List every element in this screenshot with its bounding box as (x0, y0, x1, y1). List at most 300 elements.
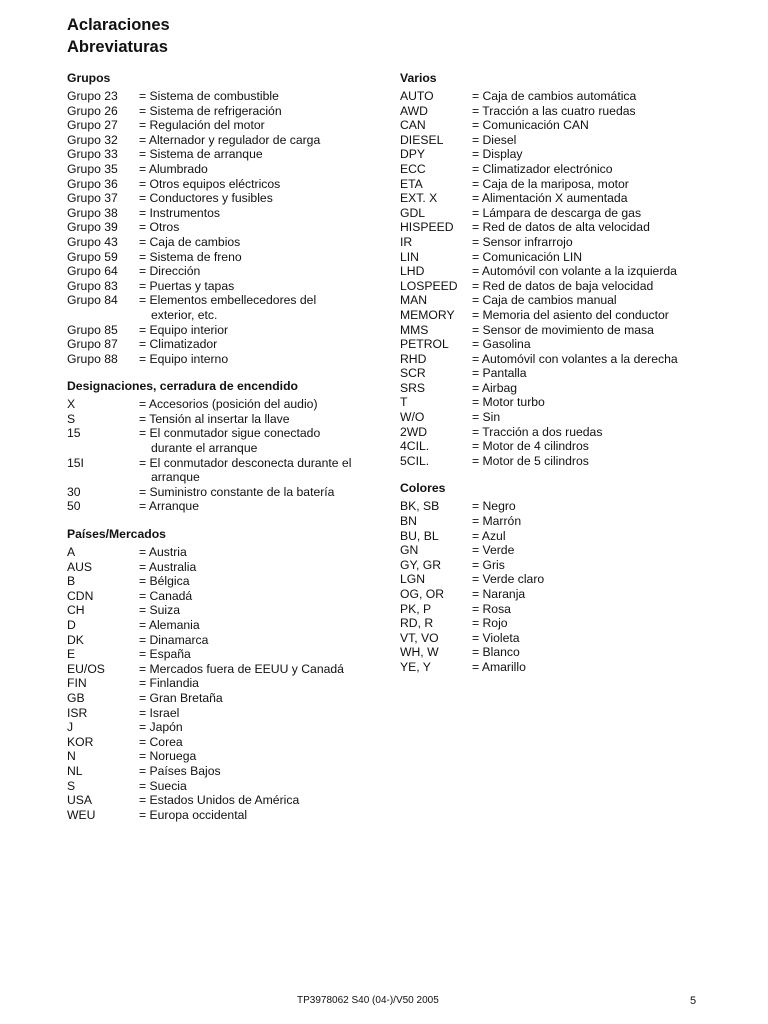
left-column (67, 71, 377, 835)
abbreviation-meaning-text: = Israel (139, 705, 180, 720)
abbreviation-meaning-text: = Austria (139, 545, 187, 560)
abbreviation-row (67, 676, 377, 691)
abbreviation-meaning (139, 89, 377, 104)
abbreviation-meaning (139, 676, 377, 691)
abbreviation-row (67, 89, 377, 104)
abbreviation-meaning (472, 410, 730, 425)
abbreviation-meaning-text: = Diesel (472, 132, 517, 147)
abbreviation-meaning-text: = Azul (472, 528, 506, 543)
abbreviation-meaning-text: = Sistema de combustible (139, 89, 279, 103)
abbreviation-code: Grupo 64 (67, 264, 118, 279)
abbreviation-meaning-text: = Climatizador (139, 337, 218, 352)
abbreviation-row (400, 191, 730, 206)
abbreviation-meaning (472, 235, 730, 250)
abbreviation-meaning-text: = Comunicación CAN (472, 118, 589, 133)
abbreviation-meaning (139, 662, 377, 677)
abbreviation-code: J (67, 720, 74, 735)
abbreviation-code: 30 (67, 484, 81, 499)
abbreviation-meaning (139, 426, 377, 455)
abbreviation-meaning (139, 764, 377, 779)
abbreviation-meaning (139, 574, 377, 589)
abbreviation-row (400, 616, 730, 631)
abbreviation-meaning (472, 337, 730, 352)
abbreviation-meaning-text: = Otros (139, 220, 180, 235)
abbreviation-row (67, 706, 377, 721)
abbreviation-meaning (472, 250, 730, 265)
abbreviation-meaning (139, 250, 377, 265)
abbreviation-meaning (472, 645, 730, 660)
section-title-grupos: Grupos (67, 71, 111, 85)
abbreviation-meaning (139, 397, 377, 412)
abbreviation-meaning-text: = Finlandia (139, 676, 199, 691)
abbreviation-meaning (472, 206, 730, 221)
abbreviation-code: LOSPEED (400, 278, 458, 293)
abbreviation-meaning (472, 279, 730, 294)
abbreviation-code: PETROL (400, 337, 449, 352)
abbreviation-row (67, 603, 377, 618)
abbreviation-meaning (139, 337, 377, 352)
abbreviation-code: KOR (67, 734, 94, 749)
abbreviation-row (400, 352, 730, 367)
abbreviation-code: EU/OS (67, 661, 105, 676)
abbreviation-code: X (67, 397, 76, 412)
abbreviation-code: WEU (67, 807, 96, 822)
abbreviation-code: ECC (400, 161, 426, 176)
abbreviation-code: AWD (400, 103, 428, 118)
abbreviation-row (67, 779, 377, 794)
section-varios (400, 71, 730, 468)
abbreviation-code: USA (67, 793, 93, 808)
abbreviation-meaning (139, 560, 377, 575)
abbreviation-meaning-text: = Motor de 5 cilindros (472, 453, 589, 468)
abbreviation-meaning-text: = Caja de cambios manual (472, 293, 617, 308)
document-reference: TP3978062 S40 (04-)/V50 2005 (297, 995, 439, 1006)
abbreviation-row (400, 395, 730, 410)
abbreviation-meaning-text: = Memoria del asiento del conductor (472, 307, 669, 322)
abbreviation-row (400, 499, 730, 514)
abbreviation-code: Grupo 26 (67, 103, 118, 118)
abbreviation-row (400, 439, 730, 454)
abbreviation-meaning (472, 602, 730, 617)
abbreviation-meaning-text: = El conmutador sigue conectado (139, 426, 321, 441)
abbreviation-row (67, 647, 377, 662)
abbreviation-meaning-text: = Red de datos de baja velocidad (472, 278, 654, 293)
abbreviation-meaning (472, 381, 730, 396)
abbreviation-meaning (472, 587, 730, 602)
abbreviation-code: 15I (67, 455, 84, 470)
abbreviation-meaning (139, 293, 377, 322)
abbreviation-code: DPY (400, 147, 426, 162)
abbreviation-code: 4CIL. (400, 439, 430, 454)
abbreviation-code: B (67, 574, 76, 589)
abbreviation-meaning-text: = Accesorios (posición del audio) (139, 397, 318, 412)
abbreviation-row (67, 147, 377, 162)
abbreviation-code: Grupo 36 (67, 176, 118, 191)
abbreviation-row (400, 206, 730, 221)
abbreviation-meaning (472, 543, 730, 558)
abbreviation-code: SRS (400, 380, 426, 395)
abbreviation-code: BK, SB (400, 499, 440, 514)
abbreviation-row (400, 264, 730, 279)
abbreviation-meaning-text: = Dinamarca (139, 632, 209, 647)
abbreviation-code: RHD (400, 351, 427, 366)
abbreviation-code: LHD (400, 264, 425, 279)
abbreviation-code: W/O (400, 410, 425, 425)
abbreviation-code: Grupo 39 (67, 220, 118, 235)
abbreviation-meaning (472, 133, 730, 148)
abbreviation-meaning (472, 177, 730, 192)
abbreviation-row (400, 660, 730, 675)
abbreviation-code: LIN (400, 249, 419, 264)
abbreviation-code: S (67, 778, 76, 793)
abbreviation-code: ISR (67, 705, 88, 720)
abbreviation-code: CDN (67, 588, 94, 603)
abbreviation-row (67, 412, 377, 427)
abbreviation-code: BN (400, 514, 417, 529)
abbreviation-meaning (139, 191, 377, 206)
abbreviation-meaning (472, 572, 730, 587)
abbreviation-row (67, 162, 377, 177)
abbreviation-meaning (139, 706, 377, 721)
abbreviation-meaning (139, 206, 377, 221)
abbreviation-row (67, 279, 377, 294)
abbreviation-row (400, 645, 730, 660)
abbreviation-code: 2WD (400, 424, 428, 439)
abbreviation-meaning (139, 177, 377, 192)
abbreviation-meaning-text: = Alemania (139, 618, 200, 632)
abbreviation-row (400, 323, 730, 338)
abbreviation-row (400, 381, 730, 396)
abbreviation-meaning (472, 660, 730, 675)
abbreviation-code: S (67, 411, 76, 426)
abbreviation-meaning-text: = Conductores y fusibles (139, 191, 273, 206)
abbreviation-code: Grupo 32 (67, 132, 118, 147)
abbreviation-row (67, 352, 377, 367)
abbreviation-row (400, 602, 730, 617)
abbreviation-row (67, 426, 377, 455)
abbreviation-row (67, 560, 377, 575)
abbreviation-meaning (139, 749, 377, 764)
abbreviation-row (67, 118, 377, 133)
abbreviation-row (67, 456, 377, 485)
abbreviation-meaning-text: = Blanco (472, 645, 520, 660)
abbreviation-row (67, 499, 377, 514)
abbreviation-meaning-text: = Equipo interior (139, 322, 229, 337)
abbreviation-meaning-text: = Sensor infrarrojo (472, 234, 573, 249)
abbreviation-meaning-text: = Sin (472, 410, 501, 425)
abbreviation-row (67, 808, 377, 823)
abbreviation-meaning (139, 235, 377, 250)
abbreviation-row (67, 206, 377, 221)
abbreviation-meaning (472, 616, 730, 631)
abbreviation-row (67, 293, 377, 322)
abbreviation-meaning-text: = Suiza (139, 603, 180, 618)
abbreviation-code: D (67, 618, 76, 632)
abbreviation-row (67, 323, 377, 338)
abbreviation-code: BU, BL (400, 528, 439, 543)
section-colores (400, 481, 730, 674)
abbreviation-meaning (139, 720, 377, 735)
abbreviation-meaning-text: = Dirección (139, 264, 201, 279)
abbreviation-row (400, 162, 730, 177)
abbreviation-row (67, 691, 377, 706)
abbreviation-code: DK (67, 632, 84, 647)
page-title: Aclaraciones (67, 16, 170, 34)
abbreviation-code: Grupo 59 (67, 249, 118, 264)
abbreviation-row (67, 633, 377, 648)
abbreviation-code: IR (400, 234, 413, 249)
abbreviation-code: WH, W (400, 645, 439, 660)
abbreviation-row (400, 250, 730, 265)
abbreviation-meaning-text: = Australia (139, 559, 197, 574)
abbreviation-code: AUS (67, 559, 93, 574)
abbreviation-row (400, 308, 730, 323)
abbreviation-meaning (472, 631, 730, 646)
abbreviation-row (67, 133, 377, 148)
abbreviation-code: Grupo 38 (67, 205, 118, 220)
abbreviation-meaning (139, 735, 377, 750)
abbreviation-row (67, 397, 377, 412)
abbreviation-row (400, 558, 730, 573)
section-designaciones (67, 379, 377, 514)
abbreviation-code: Grupo 43 (67, 234, 118, 249)
abbreviation-meaning (472, 147, 730, 162)
abbreviation-code: SCR (400, 366, 426, 381)
abbreviation-meaning (472, 395, 730, 410)
abbreviation-meaning-text: = Instrumentos (139, 205, 220, 220)
abbreviation-meaning (139, 133, 377, 148)
abbreviation-code: OG, OR (400, 587, 445, 601)
abbreviation-meaning-text: = Corea (139, 734, 183, 749)
abbreviation-row (67, 574, 377, 589)
abbreviation-meaning-text: = Bélgica (139, 574, 190, 589)
abbreviation-code: A (67, 545, 76, 560)
abbreviation-meaning (139, 279, 377, 294)
abbreviation-row (400, 337, 730, 352)
abbreviation-row (67, 177, 377, 192)
abbreviation-meaning-text: = Violeta (472, 630, 520, 645)
abbreviation-meaning (472, 499, 730, 514)
abbreviation-meaning-text: = Verde (472, 543, 515, 558)
abbreviation-meaning-text: = Alternador y regulador de carga (139, 132, 321, 147)
abbreviation-meaning (472, 264, 730, 279)
abbreviation-meaning-text: = Comunicación LIN (472, 249, 583, 264)
section-title-paises: Países/Mercados (67, 527, 166, 542)
abbreviation-row (67, 250, 377, 265)
abbreviation-meaning (472, 529, 730, 544)
abbreviation-row (400, 293, 730, 308)
abbreviation-meaning (139, 545, 377, 560)
abbreviation-row (67, 662, 377, 677)
abbreviation-meaning-text: = Sistema de refrigeración (139, 103, 282, 118)
abbreviation-code: MEMORY (400, 307, 455, 322)
abbreviation-code: NL (67, 763, 83, 778)
abbreviation-meaning-text: = Display (472, 147, 523, 162)
abbreviation-meaning-text: = Tracción a dos ruedas (472, 424, 603, 439)
abbreviation-row (67, 735, 377, 750)
abbreviation-meaning-text: = Automóvil con volantes a la derecha (472, 351, 678, 366)
abbreviation-meaning-text: = España (139, 647, 191, 662)
section-grupos (67, 71, 377, 366)
abbreviation-meaning (472, 220, 730, 235)
abbreviation-meaning (139, 603, 377, 618)
abbreviation-meaning-text: = Automóvil con volante a la izquierda (472, 264, 677, 279)
abbreviation-meaning (139, 456, 377, 485)
abbreviation-code: Grupo 37 (67, 191, 118, 206)
section-paises (67, 527, 377, 822)
abbreviation-row (67, 220, 377, 235)
abbreviation-meaning-text: = Airbag (472, 380, 518, 395)
abbreviation-code: RD, R (400, 616, 434, 631)
abbreviation-meaning-text: = Noruega (139, 749, 197, 764)
abbreviation-row (400, 410, 730, 425)
abbreviation-meaning (472, 558, 730, 573)
abbreviation-meaning-continuation: arranque (151, 470, 200, 485)
abbreviation-meaning-continuation: durante el arranque (151, 441, 258, 456)
abbreviation-meaning-text: = Canadá (139, 588, 193, 603)
abbreviation-meaning-text: = Japón (139, 720, 183, 735)
abbreviation-meaning (139, 118, 377, 133)
abbreviation-meaning-text: = Países Bajos (139, 763, 221, 778)
abbreviation-meaning (139, 793, 377, 808)
abbreviation-code: N (67, 749, 76, 764)
abbreviation-meaning-text: = Sistema de freno (139, 249, 242, 264)
abbreviation-meaning-continuation: exterior, etc. (151, 307, 218, 322)
abbreviation-row (400, 177, 730, 192)
abbreviation-meaning-text: = Otros equipos eléctricos (139, 176, 281, 191)
abbreviation-row (67, 618, 377, 633)
abbreviation-code: T (400, 395, 408, 410)
abbreviation-meaning (472, 454, 730, 469)
abbreviation-meaning-text: = Mercados fuera de EEUU y Canadá (139, 661, 344, 676)
section-title-colores: Colores (400, 481, 446, 496)
abbreviation-meaning-text: = Sistema de arranque (139, 147, 263, 162)
abbreviation-meaning-text: = Regulación del motor (139, 118, 265, 133)
abbreviation-code: GN (400, 543, 419, 558)
abbreviation-meaning (472, 514, 730, 529)
abbreviation-meaning-text: = Motor turbo (472, 395, 545, 410)
abbreviation-row (400, 279, 730, 294)
abbreviation-meaning-text: = Rosa (472, 601, 511, 616)
abbreviation-meaning-text: = Naranja (472, 587, 526, 601)
abbreviation-code: 50 (67, 499, 81, 514)
abbreviation-meaning-text: = Suministro constante de la batería (139, 484, 335, 499)
abbreviation-code: Grupo 33 (67, 147, 118, 162)
abbreviation-meaning-text: = Lámpara de descarga de gas (472, 205, 642, 220)
abbreviation-meaning (472, 352, 730, 367)
abbreviation-code: LGN (400, 572, 426, 587)
abbreviation-code: YE, Y (400, 659, 431, 674)
abbreviation-row (400, 572, 730, 587)
abbreviation-row (67, 764, 377, 779)
abbreviation-meaning-text: = Suecia (139, 778, 187, 793)
abbreviation-meaning-text: = Gran Bretaña (139, 690, 223, 705)
abbreviation-meaning-text: = Rojo (472, 616, 508, 631)
abbreviation-code: 5CIL. (400, 453, 430, 468)
abbreviation-meaning-text: = Equipo interno (139, 351, 229, 366)
abbreviation-meaning-text: = Gasolina (472, 337, 531, 352)
abbreviation-code: GY, GR (400, 557, 442, 572)
page-subtitle: Abreviaturas (67, 38, 168, 56)
abbreviation-row (400, 631, 730, 646)
abbreviation-meaning (139, 220, 377, 235)
abbreviation-row (67, 485, 377, 500)
abbreviation-code: MMS (400, 322, 429, 337)
abbreviation-row (400, 104, 730, 119)
abbreviation-code: Grupo 23 (67, 89, 118, 103)
abbreviation-code: EXT. X (400, 191, 438, 206)
abbreviation-row (400, 587, 730, 602)
abbreviation-meaning-text: = Caja de cambios automática (472, 89, 637, 103)
abbreviation-row (67, 720, 377, 735)
abbreviation-row (67, 104, 377, 119)
abbreviation-row (400, 529, 730, 544)
abbreviation-meaning (139, 808, 377, 823)
abbreviation-meaning (139, 647, 377, 662)
abbreviation-code: Grupo 88 (67, 351, 118, 366)
abbreviation-meaning (139, 589, 377, 604)
abbreviation-meaning (472, 118, 730, 133)
abbreviation-meaning (139, 633, 377, 648)
abbreviation-row (400, 147, 730, 162)
abbreviation-meaning (472, 293, 730, 308)
abbreviation-meaning-text: = Caja de cambios (139, 234, 241, 249)
abbreviation-code: MAN (400, 293, 428, 308)
abbreviation-code: AUTO (400, 89, 434, 103)
abbreviation-meaning (472, 191, 730, 206)
abbreviation-meaning-text: = Gris (472, 557, 505, 572)
abbreviation-meaning (472, 439, 730, 454)
abbreviation-code: Grupo 85 (67, 322, 118, 337)
abbreviation-row (67, 191, 377, 206)
abbreviation-meaning (139, 323, 377, 338)
abbreviation-code: Grupo 27 (67, 118, 118, 133)
abbreviation-meaning (139, 779, 377, 794)
abbreviation-code: GB (67, 690, 85, 705)
abbreviation-meaning-text: = Pantalla (472, 366, 527, 381)
abbreviation-row (400, 220, 730, 235)
abbreviation-code: Grupo 87 (67, 337, 118, 352)
page-number: 5 (690, 995, 697, 1007)
abbreviation-meaning-text: = Arranque (139, 499, 199, 514)
abbreviation-meaning (139, 104, 377, 119)
abbreviation-meaning-text: = Amarillo (472, 659, 526, 674)
abbreviation-row (400, 454, 730, 469)
abbreviation-row (400, 89, 730, 104)
abbreviation-code: Grupo 83 (67, 278, 118, 293)
abbreviation-meaning-text: = Tracción a las cuatro ruedas (472, 103, 636, 118)
abbreviation-code: CAN (400, 118, 426, 133)
abbreviation-meaning-text: = Alumbrado (139, 161, 208, 176)
abbreviation-meaning-text: = Puertas y tapas (139, 278, 235, 293)
abbreviation-code: DIESEL (400, 132, 444, 147)
abbreviation-meaning-text: = Negro (472, 499, 516, 514)
abbreviation-code: E (67, 647, 76, 662)
abbreviation-meaning (472, 308, 730, 323)
abbreviation-row (400, 235, 730, 250)
abbreviation-meaning (139, 618, 377, 633)
abbreviation-meaning-text: = Tensión al insertar la llave (139, 411, 290, 426)
abbreviation-row (67, 545, 377, 560)
abbreviation-meaning (139, 147, 377, 162)
abbreviation-meaning (139, 691, 377, 706)
abbreviation-code: Grupo 35 (67, 161, 118, 176)
right-column (400, 71, 730, 688)
abbreviation-code: FIN (67, 676, 87, 691)
abbreviation-meaning-text: = Climatizador electrónico (472, 161, 613, 176)
abbreviation-meaning-text: = Motor de 4 cilindros (472, 439, 589, 454)
abbreviation-meaning (472, 162, 730, 177)
